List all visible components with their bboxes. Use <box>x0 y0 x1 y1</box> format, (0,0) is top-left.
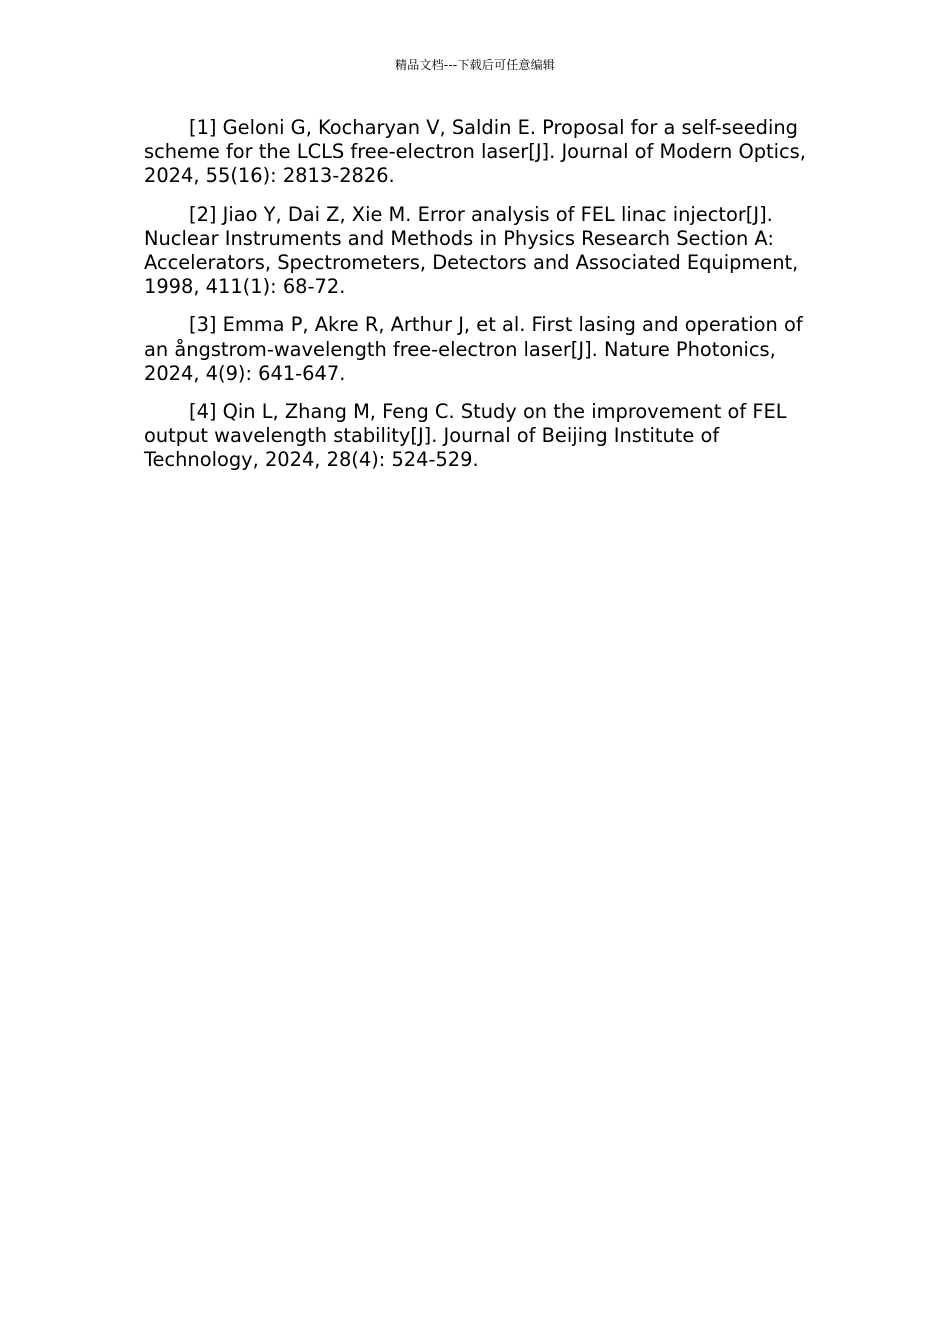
reference-item-4: [4] Qin L, Zhang M, Feng C. Study on the improvement of FEL output wavelength stability[J]. Journal of Beijing Institute of Technology, 2024, 28(4): 524-529. <box>144 400 787 472</box>
reference-item-1: [1] Geloni G, Kocharyan V, Saldin E. Proposal for a self-seeding scheme for the LCLS free-electron laser[J]. Journal of Modern Optics, 2024, 55(16): 2813-2826. <box>144 116 806 188</box>
reference-item-2: [2] Jiao Y, Dai Z, Xie M. Error analysis of FEL linac injector[J]. Nuclear Instruments and Methods in Physics Research Section A: Accelerators, Spectrometers, Detectors and Associated Equipment, 1998, 411(1): 68-72. <box>144 202 799 299</box>
page-header: 精品文档---下载后可任意编辑 <box>395 58 555 72</box>
reference-list <box>144 116 809 487</box>
reference-item-3: [3] Emma P, Akre R, Arthur J, et al. First lasing and operation of an ångstrom-wavelength free-electron laser[J]. Nature Photonics, 2024, 4(9): 641-647. <box>144 313 803 385</box>
